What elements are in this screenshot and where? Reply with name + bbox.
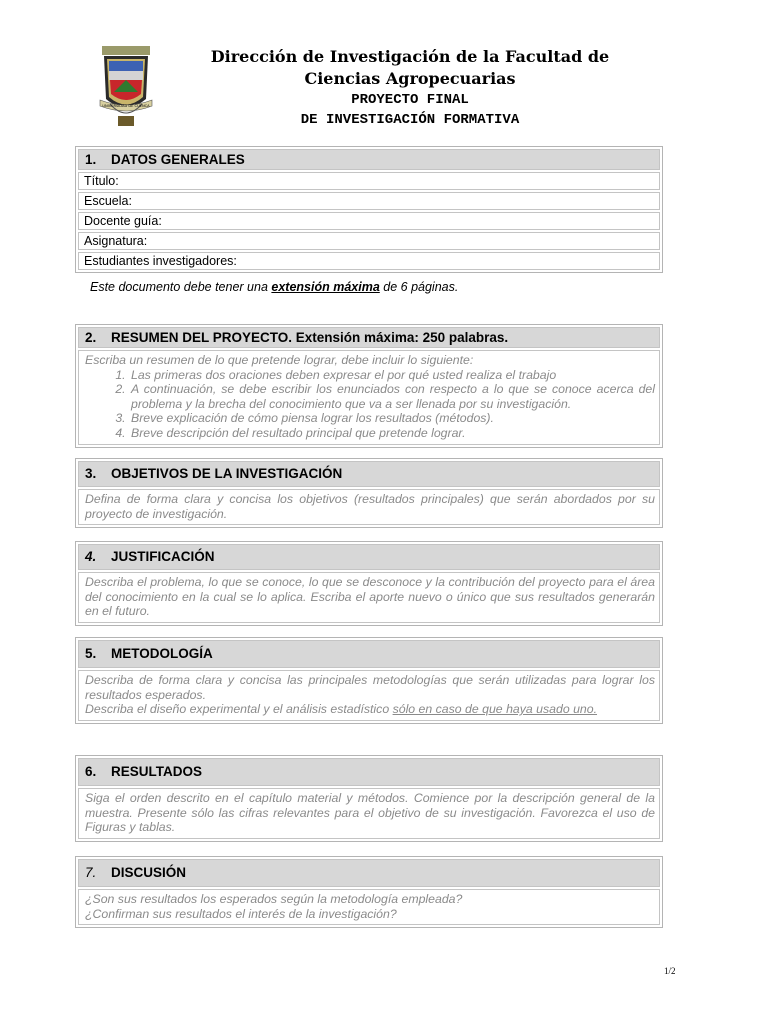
field-titulo[interactable]: Título: <box>78 172 660 190</box>
section-body[interactable] <box>78 889 660 925</box>
document-header <box>160 46 660 130</box>
resumen-intro: Escriba un resumen de lo que pretende lograr, debe incluir lo siguiente: <box>85 353 474 367</box>
list-item: 3. Breve explicación de cómo piensa lograr los resultados (métodos). <box>129 411 655 426</box>
justificacion-text: Describa el problema, lo que se conoce, lo que se desconoce y la contribución del proyecto para el área del conocimiento en la cual se lo aplica. Escriba el aporte nuevo o único que sus resultados generarán en el futuro. <box>85 575 655 619</box>
metodologia-text-2-pre: Describa el diseño experimental y el análisis estadístico <box>85 702 390 717</box>
note-text-pre: Este documento debe tener una <box>90 280 268 294</box>
section-number: 3. <box>85 466 97 481</box>
section-title: DISCUSIÓN <box>111 865 187 880</box>
section-discusion <box>75 856 663 928</box>
section-heading <box>78 327 660 348</box>
section-datos-generales <box>75 146 663 273</box>
note-emphasis: extensión máxima <box>271 280 380 294</box>
resultados-text: Siga el orden descrito en el capítulo material y métodos. Comience por la descripción general de la muestra. Presente sólo las cifras relevantes para el objetivo de su investigación. Favorezca el uso de Figuras y tablas. <box>85 791 655 835</box>
field-asignatura[interactable]: Asignatura: <box>78 232 660 250</box>
field-estudiantes[interactable]: Estudiantes investigadores: <box>78 252 660 270</box>
discusion-question-2: ¿Confirman sus resultados el interés de la investigación? <box>85 906 397 921</box>
header-title-line2: Ciencias Agropecuarias <box>304 69 516 88</box>
header-subtitle-line2: DE INVESTIGACIÓN FORMATIVA <box>300 112 520 128</box>
header-subtitle-line1: PROYECTO FINAL <box>351 92 469 108</box>
section-title: DATOS GENERALES <box>111 152 245 167</box>
section-heading <box>78 859 660 887</box>
section-resultados <box>75 755 663 842</box>
section-number: 7. <box>85 865 97 880</box>
length-note <box>90 280 458 294</box>
resumen-list <box>85 368 655 441</box>
section-body[interactable] <box>78 670 660 721</box>
section-title: OBJETIVOS DE LA INVESTIGACIÓN <box>111 466 343 481</box>
field-escuela[interactable]: Escuela: <box>78 192 660 210</box>
metodologia-text: Describa de forma clara y concisa las principales metodologías que serán utilizadas para lograr los resultados esperados. <box>85 673 655 702</box>
section-number: 1. <box>85 152 97 167</box>
section-heading <box>78 149 660 170</box>
section-body[interactable] <box>78 489 660 525</box>
section-body[interactable] <box>78 788 660 839</box>
list-item: 4. Breve descripción del resultado principal que pretende lograr. <box>129 426 655 441</box>
metodologia-text-2-underlined: sólo en caso de que haya usado uno. <box>392 702 598 717</box>
section-number: 4. <box>85 549 97 564</box>
section-number: 5. <box>85 646 97 661</box>
list-item: 1. Las primeras dos oraciones deben expresar el por qué usted realiza el trabajo <box>129 368 655 383</box>
section-heading <box>78 461 660 487</box>
section-body[interactable] <box>78 572 660 623</box>
list-item: 2. A continuación, se debe escribir los enunciados con respecto a lo que se conoce acerca del problema y la brecha del conocimiento que va a ser llenada por su investigación. <box>129 382 655 411</box>
section-title: RESUMEN DEL PROYECTO. Extensión máxima: 250 palabras. <box>111 330 509 345</box>
section-heading <box>78 544 660 570</box>
page-number: 1/2 <box>664 966 676 976</box>
section-metodologia <box>75 637 663 724</box>
discusion-question-1: ¿Son sus resultados los esperados según la metodología empleada? <box>85 892 463 906</box>
crest-motto: UNIVERSIDAD DE CUENCA <box>102 104 150 108</box>
field-docente-guia[interactable]: Docente guía: <box>78 212 660 230</box>
section-title: RESULTADOS <box>111 764 202 779</box>
university-crest-logo <box>96 44 156 128</box>
header-title-line1: Dirección de Investigación de la Facultad de <box>210 47 610 66</box>
objetivos-text: Defina de forma clara y concisa los objetivos (resultados principales) que serán abordados por su proyecto de investigación. <box>85 492 655 521</box>
section-body[interactable] <box>78 350 660 445</box>
metodologia-text-2 <box>85 702 655 717</box>
section-heading <box>78 640 660 668</box>
section-number: 6. <box>85 764 97 779</box>
section-resumen <box>75 324 663 448</box>
section-title: METODOLOGÍA <box>111 646 213 661</box>
section-justificacion <box>75 541 663 626</box>
note-text-post: de 6 páginas. <box>383 280 459 294</box>
section-heading <box>78 758 660 786</box>
section-title: JUSTIFICACIÓN <box>111 549 215 564</box>
section-objetivos <box>75 458 663 528</box>
section-number: 2. <box>85 330 97 345</box>
